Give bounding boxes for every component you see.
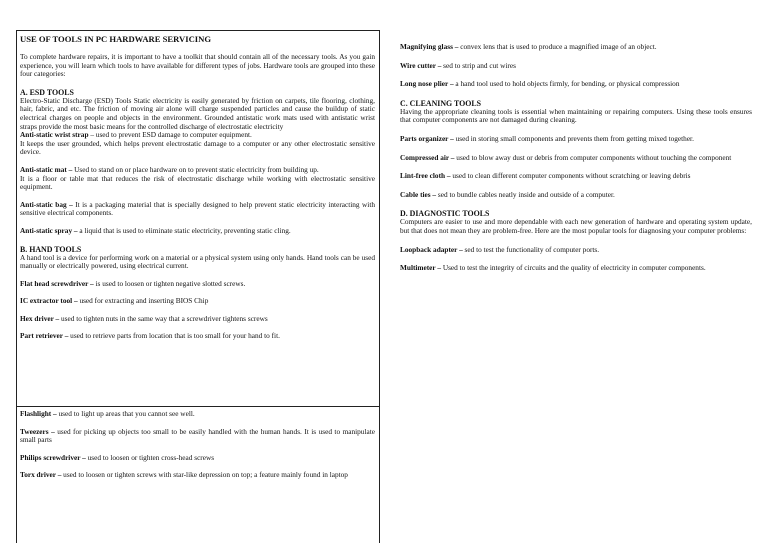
item-term: Loopback adapter – [400, 244, 463, 254]
left-page-section [16, 30, 380, 407]
item-antistatic-wrist-strap-extra: It keeps the user grounded, which helps prevent electrostatic damage to a computer or any other electrostatic sensitive device. [20, 138, 375, 157]
cleaning-tools-body: Having the appropriate cleaning tools is essential when maintaining or repairing computers. Using these tools ensures that computer components are not damaged during cleaning. [400, 106, 752, 125]
document-title: USE OF TOOLS IN PC HARDWARE SERVICING [20, 34, 212, 44]
item-term: Multimeter – [400, 263, 441, 273]
item-term: Compressed air – [400, 152, 455, 162]
item-term: Hex driver – [20, 313, 60, 323]
item-compressed-air [400, 154, 752, 163]
item-desc: used to loosen or tighten cross-head screws [85, 452, 215, 462]
item-multimeter [400, 264, 752, 273]
item-desc: is used to loosen or tighten negative slotted screws. [93, 278, 246, 288]
item-torx-driver [20, 471, 375, 480]
item-magnifying-glass [400, 43, 752, 52]
item-term: Parts organizer – [400, 133, 454, 143]
item-antistatic-spray [20, 227, 375, 236]
item-antistatic-mat-extra: It is a floor or table mat that reduces the risk of electrostatic discharge while working with electrostatic sensitive equipment. [20, 173, 375, 192]
item-desc: convex lens that is used to produce a magnified image of an object. [458, 43, 657, 51]
item-term: Philips screwdriver – [20, 452, 86, 462]
item-desc: used to tighten nuts in the same way that a screwdriver tightens screws [59, 313, 268, 323]
item-term: IC extractor tool – [20, 296, 78, 306]
item-antistatic-bag [20, 201, 375, 218]
hand-tools-body: A hand tool is a device for performing work on a material or a physical system using only hands. Hand tools can be used manually or electrically powered, using electrical current. [20, 252, 375, 271]
item-term: Anti-static wrist strap [20, 130, 89, 140]
item-desc: used to retrieve parts from location that is too small for your hand to fit. [68, 331, 280, 341]
diagnostic-tools-body: Computers are easier to use and more dependable with each new generation of hardware and operating system update, but that does not mean they are problem-free. Here are the most popular tools for diagnosing your computer problems: [400, 217, 752, 235]
item-parts-organizer [400, 135, 752, 144]
item-part-retriever [20, 332, 375, 341]
item-term: Wire cutter – [400, 60, 442, 70]
item-desc: sed to test the functionality of computer ports. [462, 244, 600, 254]
item-desc: a hand tool used to hold objects firmly, for bending, or physical compression [453, 79, 680, 89]
esd-tools-heading: A. ESD TOOLS [20, 87, 74, 97]
item-desc: – used to prevent ESD damage to computer equipment. [88, 130, 252, 140]
item-desc: It is a packaging material that is specially designed to help prevent static electricity interacting with sensitive electrical components. [20, 199, 376, 218]
item-desc: used to loosen or tighten screws with star-like depression on top; a feature mainly found in laptop [61, 470, 348, 480]
item-flat-head-screwdriver [20, 280, 375, 289]
item-desc: sed to bundle cables neatly inside and outside of a computer. [436, 189, 615, 199]
right-column [400, 43, 752, 283]
item-desc: Used to test the integrity of circuits and the quality of electricity in computer components. [441, 263, 706, 273]
item-desc: a liquid that is used to eliminate static electricity, preventing static cling. [77, 225, 291, 235]
item-lint-free-cloth [400, 172, 752, 181]
item-desc: used to clean different computer components without scratching or leaving debris [450, 171, 691, 181]
item-term: Anti-static spray – [20, 225, 78, 235]
item-loopback-adapter [400, 246, 752, 255]
esd-tools-body: Electro-Static Discharge (ESD) Tools Static electricity is easily generated by friction on carpets, tile flooring, clothing, hair, fabric, and etc. The friction of moving air alone will charge suspended particles and cause the buildup of static electrical charges on people and objects in the environment. Grounded antistatic work mats used with antistatic wrist straps provide the most basic means for the controlled discharge of electrostatic electricity [20, 95, 375, 131]
item-ic-extractor [20, 297, 375, 306]
item-desc: used to blow away dust or debris from computer components without touching the component [454, 152, 732, 162]
item-desc: used for picking up objects too small to be easily handled with the human hands. It is used to manipulate small parts [20, 426, 375, 445]
item-desc: sed to strip and cut wires [441, 60, 516, 70]
item-tweezers [20, 428, 375, 445]
item-cable-ties [400, 191, 752, 200]
item-term: Cable ties – [400, 189, 437, 199]
item-desc: used for extracting and inserting BIOS Chip [77, 296, 209, 306]
item-desc: used in storing small components and prevents them from getting mixed together. [453, 133, 694, 143]
item-term: Long nose plier – [400, 79, 454, 89]
item-term: Flat head screwdriver – [20, 278, 94, 288]
item-term: Magnifying glass – [400, 43, 459, 51]
item-term: Part retriever – [20, 331, 69, 341]
item-desc: Used to stand on or place hardware on to prevent static electricity from building up. [72, 164, 319, 174]
cleaning-tools-heading: C. CLEANING TOOLS [400, 98, 482, 108]
diagnostic-tools-heading: D. DIAGNOSTIC TOOLS [400, 209, 490, 219]
item-term: Lint-free cloth – [400, 171, 451, 181]
hand-tools-heading: B. HAND TOOLS [20, 244, 82, 254]
item-term: Anti-static mat – [20, 164, 73, 174]
intro-paragraph: To complete hardware repairs, it is important to have a toolkit that should contain all of the necessary tools. As you gain experience, you will learn which tools to have available for different types of jobs. Hardware tools are grouped into these four categories: [20, 52, 375, 79]
item-term: Torx driver – [20, 470, 62, 480]
item-wire-cutter [400, 62, 752, 71]
item-desc: used to light up areas that you cannot see well. [56, 409, 195, 418]
item-term: Anti-static bag – [20, 199, 73, 209]
item-term: Tweezers – [20, 426, 55, 436]
item-flashlight [20, 410, 375, 419]
item-philips-screwdriver [20, 454, 375, 463]
item-term: Flashlight – [20, 409, 57, 418]
item-long-nose-plier [400, 80, 752, 89]
item-hex-driver [20, 315, 375, 324]
left-lower-section [16, 406, 380, 543]
